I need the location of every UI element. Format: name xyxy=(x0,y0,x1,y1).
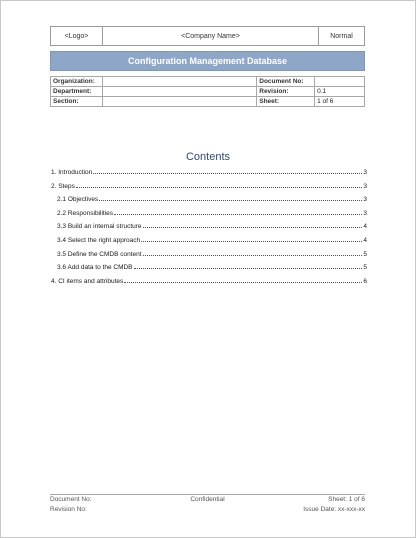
toc-item-page: 4 xyxy=(363,223,367,231)
revision-value: 0.1 xyxy=(315,87,365,97)
classification-label: Normal xyxy=(330,32,353,40)
toc-leader xyxy=(124,276,362,283)
toc-item-page: 3 xyxy=(363,182,367,190)
toc-item-title: 3.3 Build an internal structure xyxy=(57,223,142,231)
footer-sheet: Sheet: 1 of 6 xyxy=(328,496,365,503)
toc-item[interactable] xyxy=(51,181,367,190)
toc-leader xyxy=(76,181,363,188)
document-info-table xyxy=(50,76,365,107)
toc-item-page: 6 xyxy=(363,277,367,285)
page-footer xyxy=(50,494,365,515)
footer-confidential: Confidential xyxy=(190,496,225,503)
toc-leader xyxy=(93,167,362,174)
section-label: Section: xyxy=(51,97,103,107)
toc-item-page: 4 xyxy=(363,236,367,244)
toc-item[interactable] xyxy=(51,249,367,258)
toc-item-title: 3.5 Define the CMDB content xyxy=(57,250,142,258)
toc-item-title: 2.1 Objectives xyxy=(57,196,99,204)
toc-leader xyxy=(134,262,363,269)
department-value xyxy=(102,87,256,97)
toc-item[interactable] xyxy=(51,208,367,217)
logo-placeholder: <Logo> xyxy=(51,27,103,45)
toc-item-title: 3.6 Add data to the CMDB xyxy=(57,264,133,272)
footer-revision-no: Revision No: xyxy=(50,506,87,513)
document-no-value xyxy=(315,77,365,87)
toc-item[interactable] xyxy=(51,221,367,230)
toc-leader xyxy=(99,194,362,201)
toc-item[interactable] xyxy=(51,235,367,244)
document-no-label: Document No: xyxy=(257,77,315,87)
toc-item-page: 3 xyxy=(363,169,367,176)
toc-item-title: 2.2 Responsibilities xyxy=(57,209,114,217)
toc-item-page: 3 xyxy=(363,196,367,204)
organization-label: Organization: xyxy=(51,77,103,87)
footer-document-no: Document No: xyxy=(50,496,92,503)
footer-row xyxy=(50,495,365,505)
info-row xyxy=(51,97,365,107)
toc-item-title: 2. Steps xyxy=(51,182,75,190)
toc-item-page: 5 xyxy=(363,264,367,272)
info-row xyxy=(51,87,365,97)
footer-spacer xyxy=(160,505,255,515)
info-row xyxy=(51,77,365,87)
footer-issue-date: Issue Date: xx-xxx-xx xyxy=(303,506,365,513)
sheet-label: Sheet: xyxy=(257,97,315,107)
toc-item[interactable] xyxy=(51,194,367,203)
department-label: Department: xyxy=(51,87,103,97)
toc-leader xyxy=(143,221,363,228)
toc-leader xyxy=(114,208,362,215)
toc-item-title: 3.4 Select the right approach xyxy=(57,236,141,244)
revision-label: Revision: xyxy=(257,87,315,97)
toc-item[interactable] xyxy=(51,276,367,285)
toc-item-page: 5 xyxy=(363,250,367,258)
toc-item-title: 4. CI items and attributes xyxy=(51,277,124,285)
footer-row xyxy=(50,505,365,515)
sheet-value: 1 of 6 xyxy=(315,97,365,107)
header-table xyxy=(50,26,365,46)
contents-heading: Contents xyxy=(185,151,231,163)
toc-item-page: 3 xyxy=(363,209,367,217)
organization-value xyxy=(102,77,256,87)
toc-leader xyxy=(141,235,362,242)
section-value xyxy=(102,97,256,107)
toc-item[interactable] xyxy=(51,262,367,271)
toc-leader xyxy=(143,249,363,256)
document-title: Configuration Management Database xyxy=(50,51,365,71)
toc-item-title: 1. Introduction xyxy=(51,169,93,176)
table-of-contents xyxy=(51,167,367,289)
company-name: <Company Name> xyxy=(103,27,319,45)
toc-item[interactable] xyxy=(51,167,367,176)
